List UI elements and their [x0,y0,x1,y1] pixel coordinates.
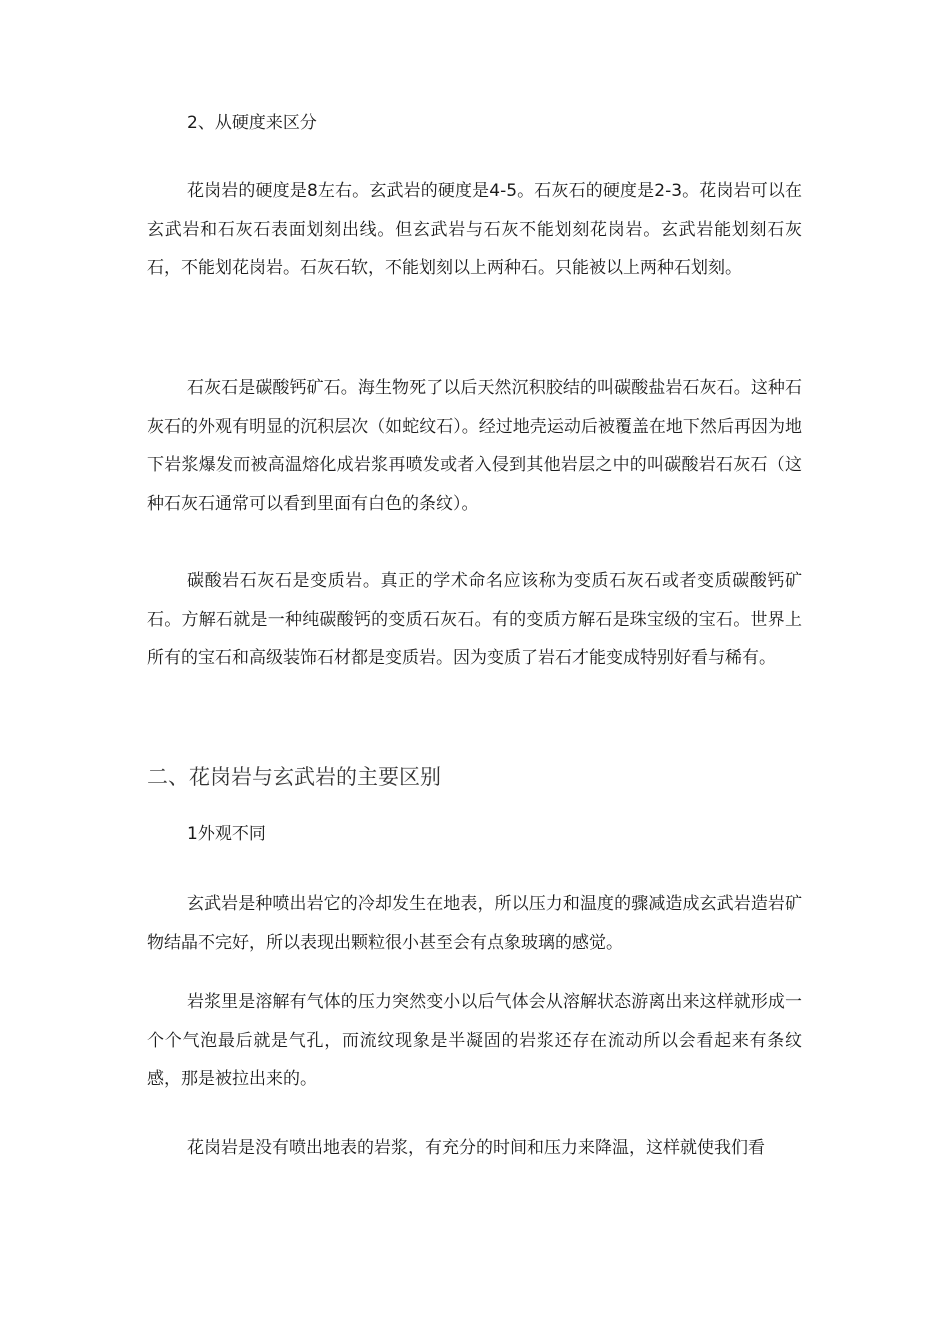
section-title-appearance: 1外观不同 [187,824,266,844]
paragraph-carbonatite: 碳酸岩石灰石是变质岩。真正的学术命名应该称为变质石灰石或者变质碳酸钙矿石。方解石就是一种纯碳酸钙的变质石灰石。有的变质方解石是珠宝级的宝石。世界上所有的宝石和高级装饰石材都是变质岩。因为变质了岩石才能变成特别好看与稀有。 [147,571,802,668]
paragraph-hardness: 花岗岩的硬度是8左右。玄武岩的硬度是4-5。石灰石的硬度是2-3。花岗岩可以在玄武岩和石灰石表面划刻出线。但玄武岩与石灰不能划刻花岗岩。玄武岩能划刻石灰石，不能划花岗岩。石灰石软，不能划刻以上两种石。只能被以上两种石划刻。 [147,181,802,278]
paragraph-granite: 花岗岩是没有喷出地表的岩浆，有充分的时间和压力来降温，这样就使我们看 [187,1138,765,1158]
paragraph-magma: 岩浆里是溶解有气体的压力突然变小以后气体会从溶解状态游离出来这样就形成一个个气泡最后就是气孔，而流纹现象是半凝固的岩浆还存在流动所以会看起来有条纹感，那是被拉出来的。 [147,992,802,1089]
section-title-hardness: 2、从硬度来区分 [187,113,317,133]
paragraph-basalt: 玄武岩是种喷出岩它的冷却发生在地表，所以压力和温度的骤减造成玄武岩造岩矿物结晶不完好，所以表现出颗粒很小甚至会有点象玻璃的感觉。 [147,894,802,953]
heading-main-differences: 二、花岗岩与玄武岩的主要区别 [147,765,441,789]
paragraph-limestone: 石灰石是碳酸钙矿石。海生物死了以后天然沉积胶结的叫碳酸盐岩石灰石。这种石灰石的外观有明显的沉积层次（如蛇纹石）。经过地壳运动后被覆盖在地下然后再因为地下岩浆爆发而被高温熔化成岩浆再喷发或者入侵到其他岩层之中的叫碳酸岩石灰石（这种石灰石通常可以看到里面有白色的条纹）。 [147,378,802,514]
